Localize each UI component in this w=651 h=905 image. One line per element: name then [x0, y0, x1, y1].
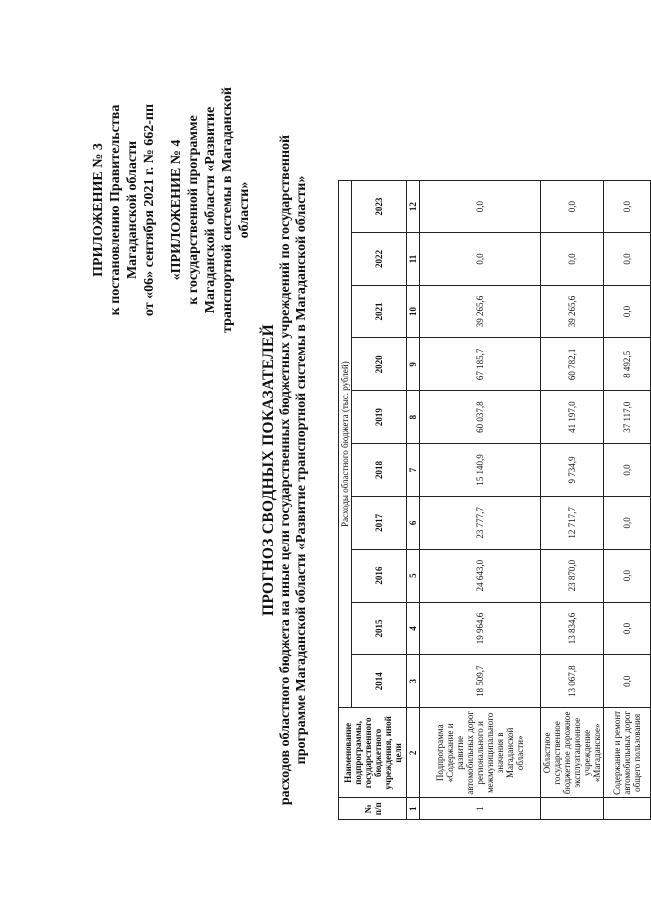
value-cell: 0,0	[604, 444, 651, 497]
col-number: 10	[407, 285, 420, 338]
value-cell: 18 509,7	[420, 655, 541, 708]
col-number: 11	[407, 233, 420, 285]
col-number: 1	[407, 798, 420, 820]
value-cell: 13 067,8	[541, 655, 604, 708]
value-cell: 0,0	[604, 655, 651, 708]
row-name: Подпрограмма «Содержание и развитие автомобильных дорог регионального и межмуниципального значения в Магаданской области»	[420, 708, 541, 798]
year-cell: 2016	[352, 549, 407, 602]
year-cell: 2018	[352, 444, 407, 497]
year-cell: 2017	[352, 496, 407, 549]
value-cell: 24 643,0	[420, 549, 541, 602]
expense-table-wrapper	[338, 180, 651, 820]
value-cell: 39 265,6	[541, 285, 604, 338]
value-cell: 23 777,7	[420, 496, 541, 549]
program-line-3: транспортной системы в Магаданской	[220, 87, 235, 333]
year-cell: 2021	[352, 285, 407, 338]
value-cell: 39 265,6	[420, 285, 541, 338]
header-num: № п/п	[339, 798, 407, 820]
col-number: 12	[407, 181, 420, 233]
value-cell: 0,0	[541, 181, 604, 233]
row-name: Областное государственное бюджетное дорожное эксплуатационное учреждение «Магаданское»	[541, 708, 604, 798]
column-number-row	[407, 181, 420, 820]
program-line-2: Магаданской области «Развитие	[203, 106, 218, 314]
value-cell: 9 734,9	[541, 444, 604, 497]
title-line-2: расходов областного бюджета на иные цели государственных бюджетных учреждений по государственной	[278, 134, 293, 806]
resolution-line-1: к постановлению Правительства	[108, 104, 123, 316]
title-line-3: программе Магаданской области «Развитие транспортной системы в Магаданской области»	[294, 175, 309, 765]
value-cell: 8 492,5	[604, 338, 651, 391]
title-main: ПРОГНОЗ СВОДНЫХ ПОКАЗАТЕЛЕЙ	[260, 323, 277, 617]
value-cell: 0,0	[604, 549, 651, 602]
year-cell: 2022	[352, 233, 407, 285]
value-cell: 15 140,9	[420, 444, 541, 497]
col-number: 9	[407, 338, 420, 391]
col-number: 6	[407, 496, 420, 549]
value-cell: 0,0	[604, 285, 651, 338]
col-number: 3	[407, 655, 420, 708]
appendix-4-label: «ПРИЛОЖЕНИЕ № 4	[169, 139, 184, 281]
program-line-1: к государственной программе	[186, 115, 201, 305]
table-row	[604, 181, 651, 820]
value-cell: 0,0	[604, 496, 651, 549]
value-cell: 60 782,1	[541, 338, 604, 391]
value-cell: 41 197,0	[541, 391, 604, 444]
table-row	[420, 181, 541, 820]
row-num	[541, 798, 604, 820]
row-num: 1	[420, 798, 541, 820]
year-cell: 2015	[352, 602, 407, 655]
document-title	[260, 50, 310, 890]
resolution-line-2: Магаданской области	[125, 140, 140, 280]
value-cell: 0,0	[604, 181, 651, 233]
value-cell: 12 717,7	[541, 496, 604, 549]
value-cell: 0,0	[541, 233, 604, 285]
value-cell: 37 117,0	[604, 391, 651, 444]
resolution-line-3: от «06» сентября 2021 г. № 662-пп	[142, 103, 157, 317]
value-cell: 60 037,8	[420, 391, 541, 444]
year-cell: 2019	[352, 391, 407, 444]
value-cell: 67 185,7	[420, 338, 541, 391]
year-cell: 2014	[352, 655, 407, 708]
value-cell: 0,0	[604, 233, 651, 285]
appendix-header	[90, 60, 253, 360]
expense-table	[338, 180, 651, 820]
value-cell: 19 964,6	[420, 602, 541, 655]
value-cell: 0,0	[420, 233, 541, 285]
year-cell: 2020	[352, 338, 407, 391]
value-cell: 23 870,0	[541, 549, 604, 602]
program-line-4: области»	[237, 181, 252, 239]
table-row	[541, 181, 604, 820]
col-number: 4	[407, 602, 420, 655]
header-name: Наименование подпрограммы, государственного бюджетного учреждения, иной цели	[339, 708, 407, 798]
value-cell: 13 834,6	[541, 602, 604, 655]
row-name: Содержание и ремонт автомобильных дорог общего пользования	[604, 708, 651, 798]
col-number: 8	[407, 391, 420, 444]
value-cell: 0,0	[604, 602, 651, 655]
col-number: 5	[407, 549, 420, 602]
header-expenses: Расходы областного бюджета (тыс. рублей)	[339, 181, 352, 708]
value-cell: 0,0	[420, 181, 541, 233]
col-number: 2	[407, 708, 420, 798]
header-row-1	[339, 181, 352, 820]
col-number: 7	[407, 444, 420, 497]
row-num	[604, 798, 651, 820]
year-cell: 2023	[352, 181, 407, 233]
appendix-3-label: ПРИЛОЖЕНИЕ № 3	[91, 143, 106, 277]
